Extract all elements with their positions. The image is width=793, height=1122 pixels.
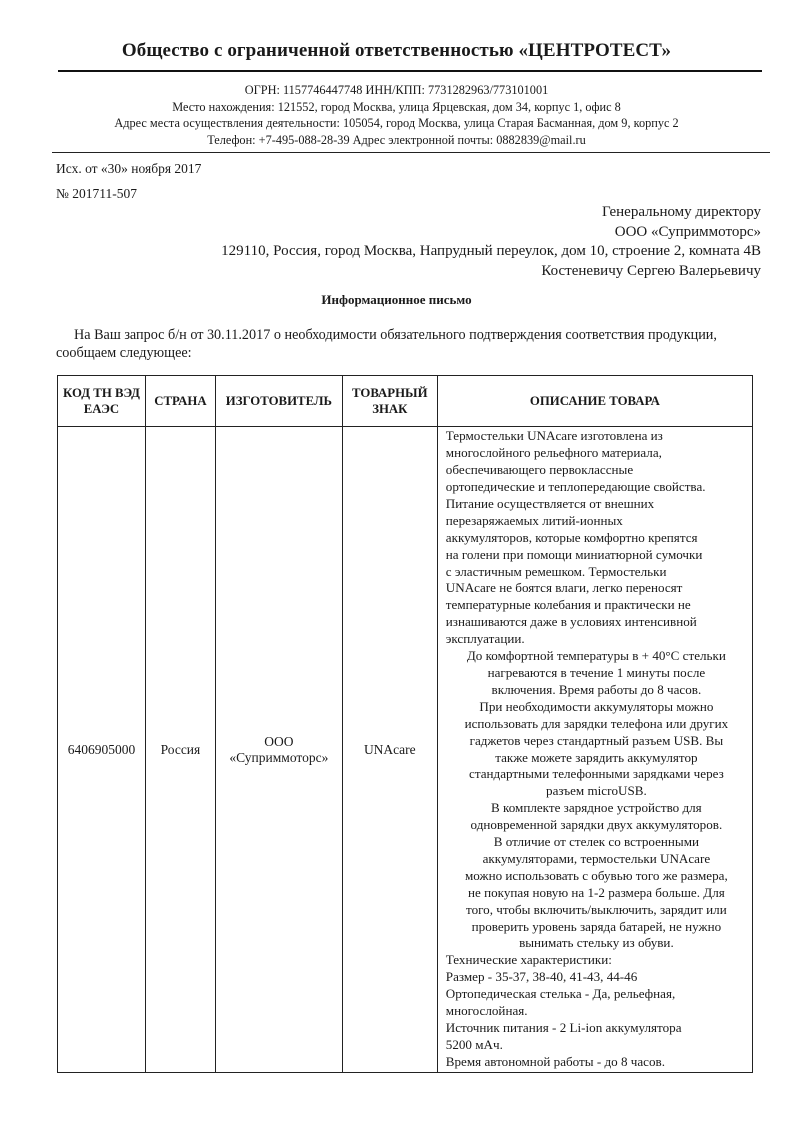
letter-title: Информационное письмо — [321, 292, 472, 307]
description-line: температурные колебания и практически не — [445, 597, 691, 613]
company-requisites — [0, 82, 793, 148]
addressee-block — [221, 203, 761, 281]
requisites-line: ОГРН: 1157746447748 ИНН/КПП: 7731282963/773101001 — [244, 83, 549, 97]
description-line: перезаряжаемых литий-ионных — [445, 512, 623, 528]
header-country: СТРАНА — [145, 376, 215, 427]
requisites-line: Место нахождения: 121552, город Москва, улица Ярцевская, дом 34, корпус 1, офис 8 — [172, 99, 621, 114]
header-trademark: ТОВАРНЫЙ ЗНАК — [342, 376, 437, 427]
description-line: Размер - 35-37, 38-40, 41-43, 44-46 — [445, 969, 638, 985]
description-line: 5200 мАч. — [445, 1036, 503, 1052]
requisites-line: Телефон: +7-495-088-28-39 Адрес электронной почты: 0882839@mail.ru — [207, 132, 586, 147]
description-line: одновременной зарядки двух аккумуляторов. — [470, 817, 723, 833]
addressee-line: ООО «Суприммоторс» — [614, 223, 761, 240]
description-line: аккумуляторов, которые комфортно крепятся — [445, 529, 698, 545]
description-line: аккумуляторами, термостельки UNAcare — [482, 850, 711, 866]
description-line: не покупая новую на 1-2 размера больше. Для — [468, 884, 725, 900]
description-line: Питание осуществляется от внешних — [445, 495, 655, 511]
description-line: обеспечивающего первоклассные — [445, 462, 634, 478]
description-line: с эластичным ремешком. Термостельки — [445, 563, 667, 579]
outgoing-number: № 201711-507 — [56, 186, 137, 201]
description-line: использовать для зарядки телефона или других — [464, 715, 729, 731]
cell-manufacturer: ООО «Суприммоторс» — [215, 427, 342, 1073]
cell-country: Россия — [145, 427, 215, 1073]
header-code: КОД ТН ВЭД ЕАЭС — [58, 376, 146, 427]
cell-trademark: UNAcare — [342, 427, 437, 1073]
description-line: Время автономной работы - до 8 часов. — [445, 1053, 665, 1069]
letter-intro: На Ваш запрос б/н от 30.11.2017 о необходимости обязательного подтверждения соответствия продукции, сообщаем следующее: — [56, 327, 717, 361]
cell-code: 6406905000 — [58, 427, 146, 1073]
description-line: UNAcare не боятся влаги, легко переносят — [445, 580, 683, 596]
description-line: При необходимости аккумуляторы можно — [479, 698, 714, 714]
description-line: ортопедические и теплопередающие свойства. — [445, 479, 706, 494]
description-line: проверить уровень заряда батарей, не нужно — [471, 918, 722, 934]
description-line: многослойная. — [445, 1003, 528, 1019]
description-line: гаджетов через стандартный разъем USB. Вы — [469, 732, 724, 748]
description-line: В комплекте зарядное устройство для — [491, 800, 702, 816]
goods-table — [57, 375, 753, 1073]
requisites-rule — [52, 152, 770, 153]
addressee-line: Генеральному директору — [601, 204, 761, 220]
description-line: многослойного рельефного материала, — [445, 445, 662, 461]
description-line: эксплуатации. — [445, 631, 525, 647]
description-line: включения. Время работы до 8 часов. — [491, 681, 702, 697]
header-rule — [58, 70, 762, 72]
description-line: также можете зарядить аккумулятор — [495, 749, 698, 765]
description-line: Источник питания - 2 Li-ion аккумулятора — [445, 1020, 682, 1035]
table-header-row — [58, 376, 753, 427]
description-line: того, чтобы включить/выключить, зарядит или — [466, 901, 727, 917]
header-description: ОПИСАНИЕ ТОВАРА — [437, 376, 752, 427]
addressee-line: 129110, Россия, город Москва, Напрудный переулок, дом 10, строение 2, комната 4В — [221, 243, 761, 259]
company-name: Общество с ограниченной ответственностью «ЦЕНТРОТЕСТ» — [121, 40, 672, 61]
description-line: вынимать стельку из обуви. — [519, 935, 674, 951]
description-line: Технические характеристики: — [445, 952, 612, 968]
addressee-line: Костеневичу Сергею Валерьевичу — [541, 262, 761, 279]
description-line: Термостельки UNAcare изготовлена из — [445, 428, 663, 444]
description-line: изнашиваются даже в условиях интенсивной — [445, 614, 697, 630]
description-line: разъем microUSB. — [546, 783, 647, 799]
description-line: В отличие от стелек со встроенными — [493, 834, 700, 850]
description-line: стандартными телефонными зарядками через — [469, 766, 724, 782]
table-row — [58, 427, 753, 1073]
description-line: можно использовать с обувью того же размера, — [465, 867, 728, 883]
cell-description — [437, 427, 752, 1073]
description-line: на голени при помощи миниатюрной сумочки — [445, 546, 703, 562]
description-line: До комфортной температуры в + 40°С стельки — [466, 648, 726, 664]
description-line: нагреваются в течение 1 минуты после — [487, 664, 706, 680]
requisites-line: Адрес места осуществления деятельности: 105054, город Москва, улица Старая Басманная, дом 9, корпус 2 — [114, 116, 679, 130]
description-line: Ортопедическая стелька - Да, рельефная, — [445, 986, 676, 1002]
header-manufacturer: ИЗГОТОВИТЕЛЬ — [215, 376, 342, 427]
outgoing-date: Исх. от «30» ноября 2017 — [56, 161, 202, 176]
